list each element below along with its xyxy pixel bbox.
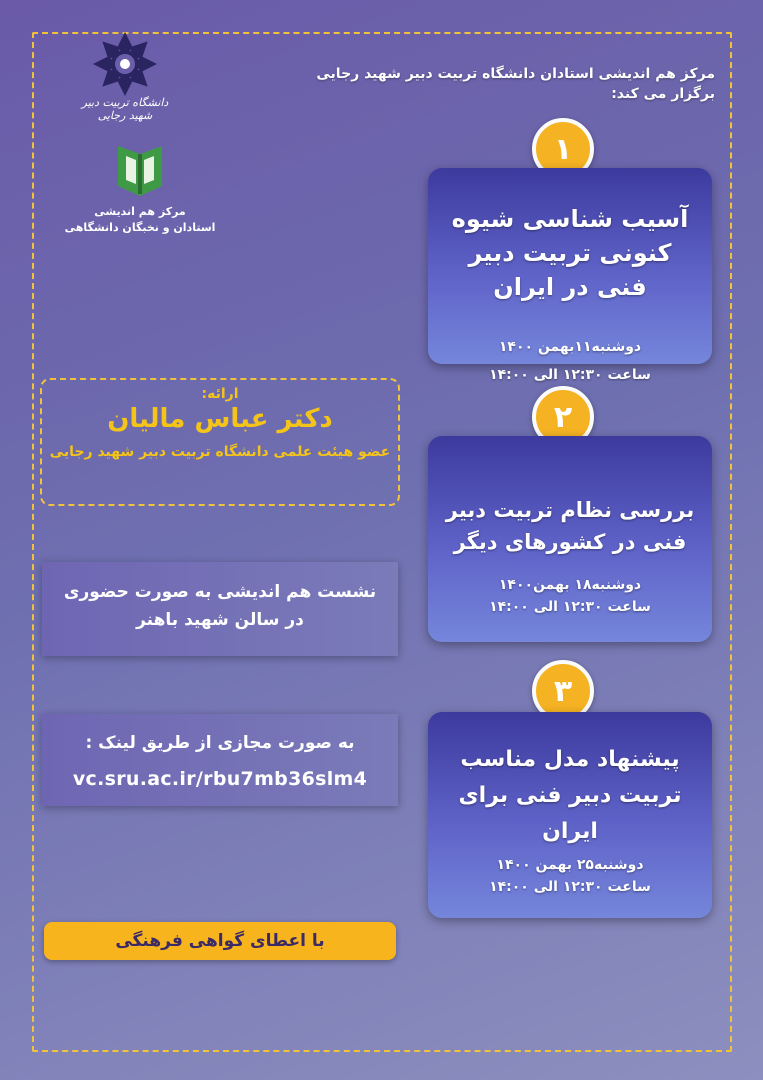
certificate-badge: با اعطای گواهی فرهنگی <box>44 922 396 960</box>
session-2-card <box>428 436 712 642</box>
organizer-header <box>195 64 715 104</box>
in-person-box <box>42 562 398 656</box>
session-1-title: آسیب شناسی شیوه کنونی تربیت دبیر فنی در ایران <box>451 205 689 301</box>
presenter-role: عضو هیئت علمی دانشگاه تربیت دبیر شهید رجایی <box>49 444 391 460</box>
center-logo <box>60 140 220 250</box>
university-emblem-icon <box>89 28 161 100</box>
organizer-line: مرکز هم اندیشی استادان دانشگاه تربیت دبیر شهید رجایی <box>316 66 715 82</box>
center-name: مرکز هم اندیشی <box>94 205 186 218</box>
center-emblem-icon <box>112 140 168 198</box>
presenter-name: دکتر عباس مالیان <box>107 404 333 434</box>
session-3-number: ۳ <box>532 660 594 722</box>
session-3-time: ساعت ۱۲:۳۰ الی ۱۴:۰۰ <box>489 879 651 895</box>
university-caption: دانشگاه تربیت دبیر شهید رجایی <box>81 96 169 122</box>
in-person-line: نشست هم اندیشی به صورت حضوری <box>63 582 377 602</box>
presenter-label: ارائه: <box>201 386 239 402</box>
presenter-box <box>40 378 400 506</box>
session-1-card <box>428 168 712 383</box>
session-2-number: ۲ <box>532 386 594 448</box>
session-3-card <box>428 712 712 918</box>
session-1-date: دوشنبه۱۱بهمن ۱۴۰۰ <box>498 339 642 355</box>
session-2-date: دوشنبه۱۸ بهمن۱۴۰۰ <box>498 577 642 593</box>
center-subtitle: استادان و نخبگان دانشگاهی <box>64 221 216 234</box>
online-box <box>42 714 398 806</box>
session-1-time: ساعت ۱۲:۳۰ الی ۱۴:۰۰ <box>489 367 651 383</box>
session-3-title: پیشنهاد مدل مناسب تربیت دبیر فنی برای ایران <box>458 747 682 844</box>
organizer-subline: برگزار می کند: <box>611 86 715 102</box>
session-2-time: ساعت ۱۲:۳۰ الی ۱۴:۰۰ <box>489 599 651 615</box>
university-logo <box>70 28 180 128</box>
session-2-title: بررسی نظام تربیت دبیر فنی در کشورهای دیگر <box>445 498 695 554</box>
online-label: به صورت مجازی از طریق لینک : <box>85 733 355 753</box>
session-1-number: ۱ <box>532 118 594 180</box>
in-person-venue: در سالن شهید باهنر <box>136 610 304 630</box>
session-3-date: دوشنبه۲۵ بهمن ۱۴۰۰ <box>496 857 644 873</box>
online-link[interactable]: vc.sru.ac.ir/rbu7mb36slm4 <box>72 768 368 790</box>
